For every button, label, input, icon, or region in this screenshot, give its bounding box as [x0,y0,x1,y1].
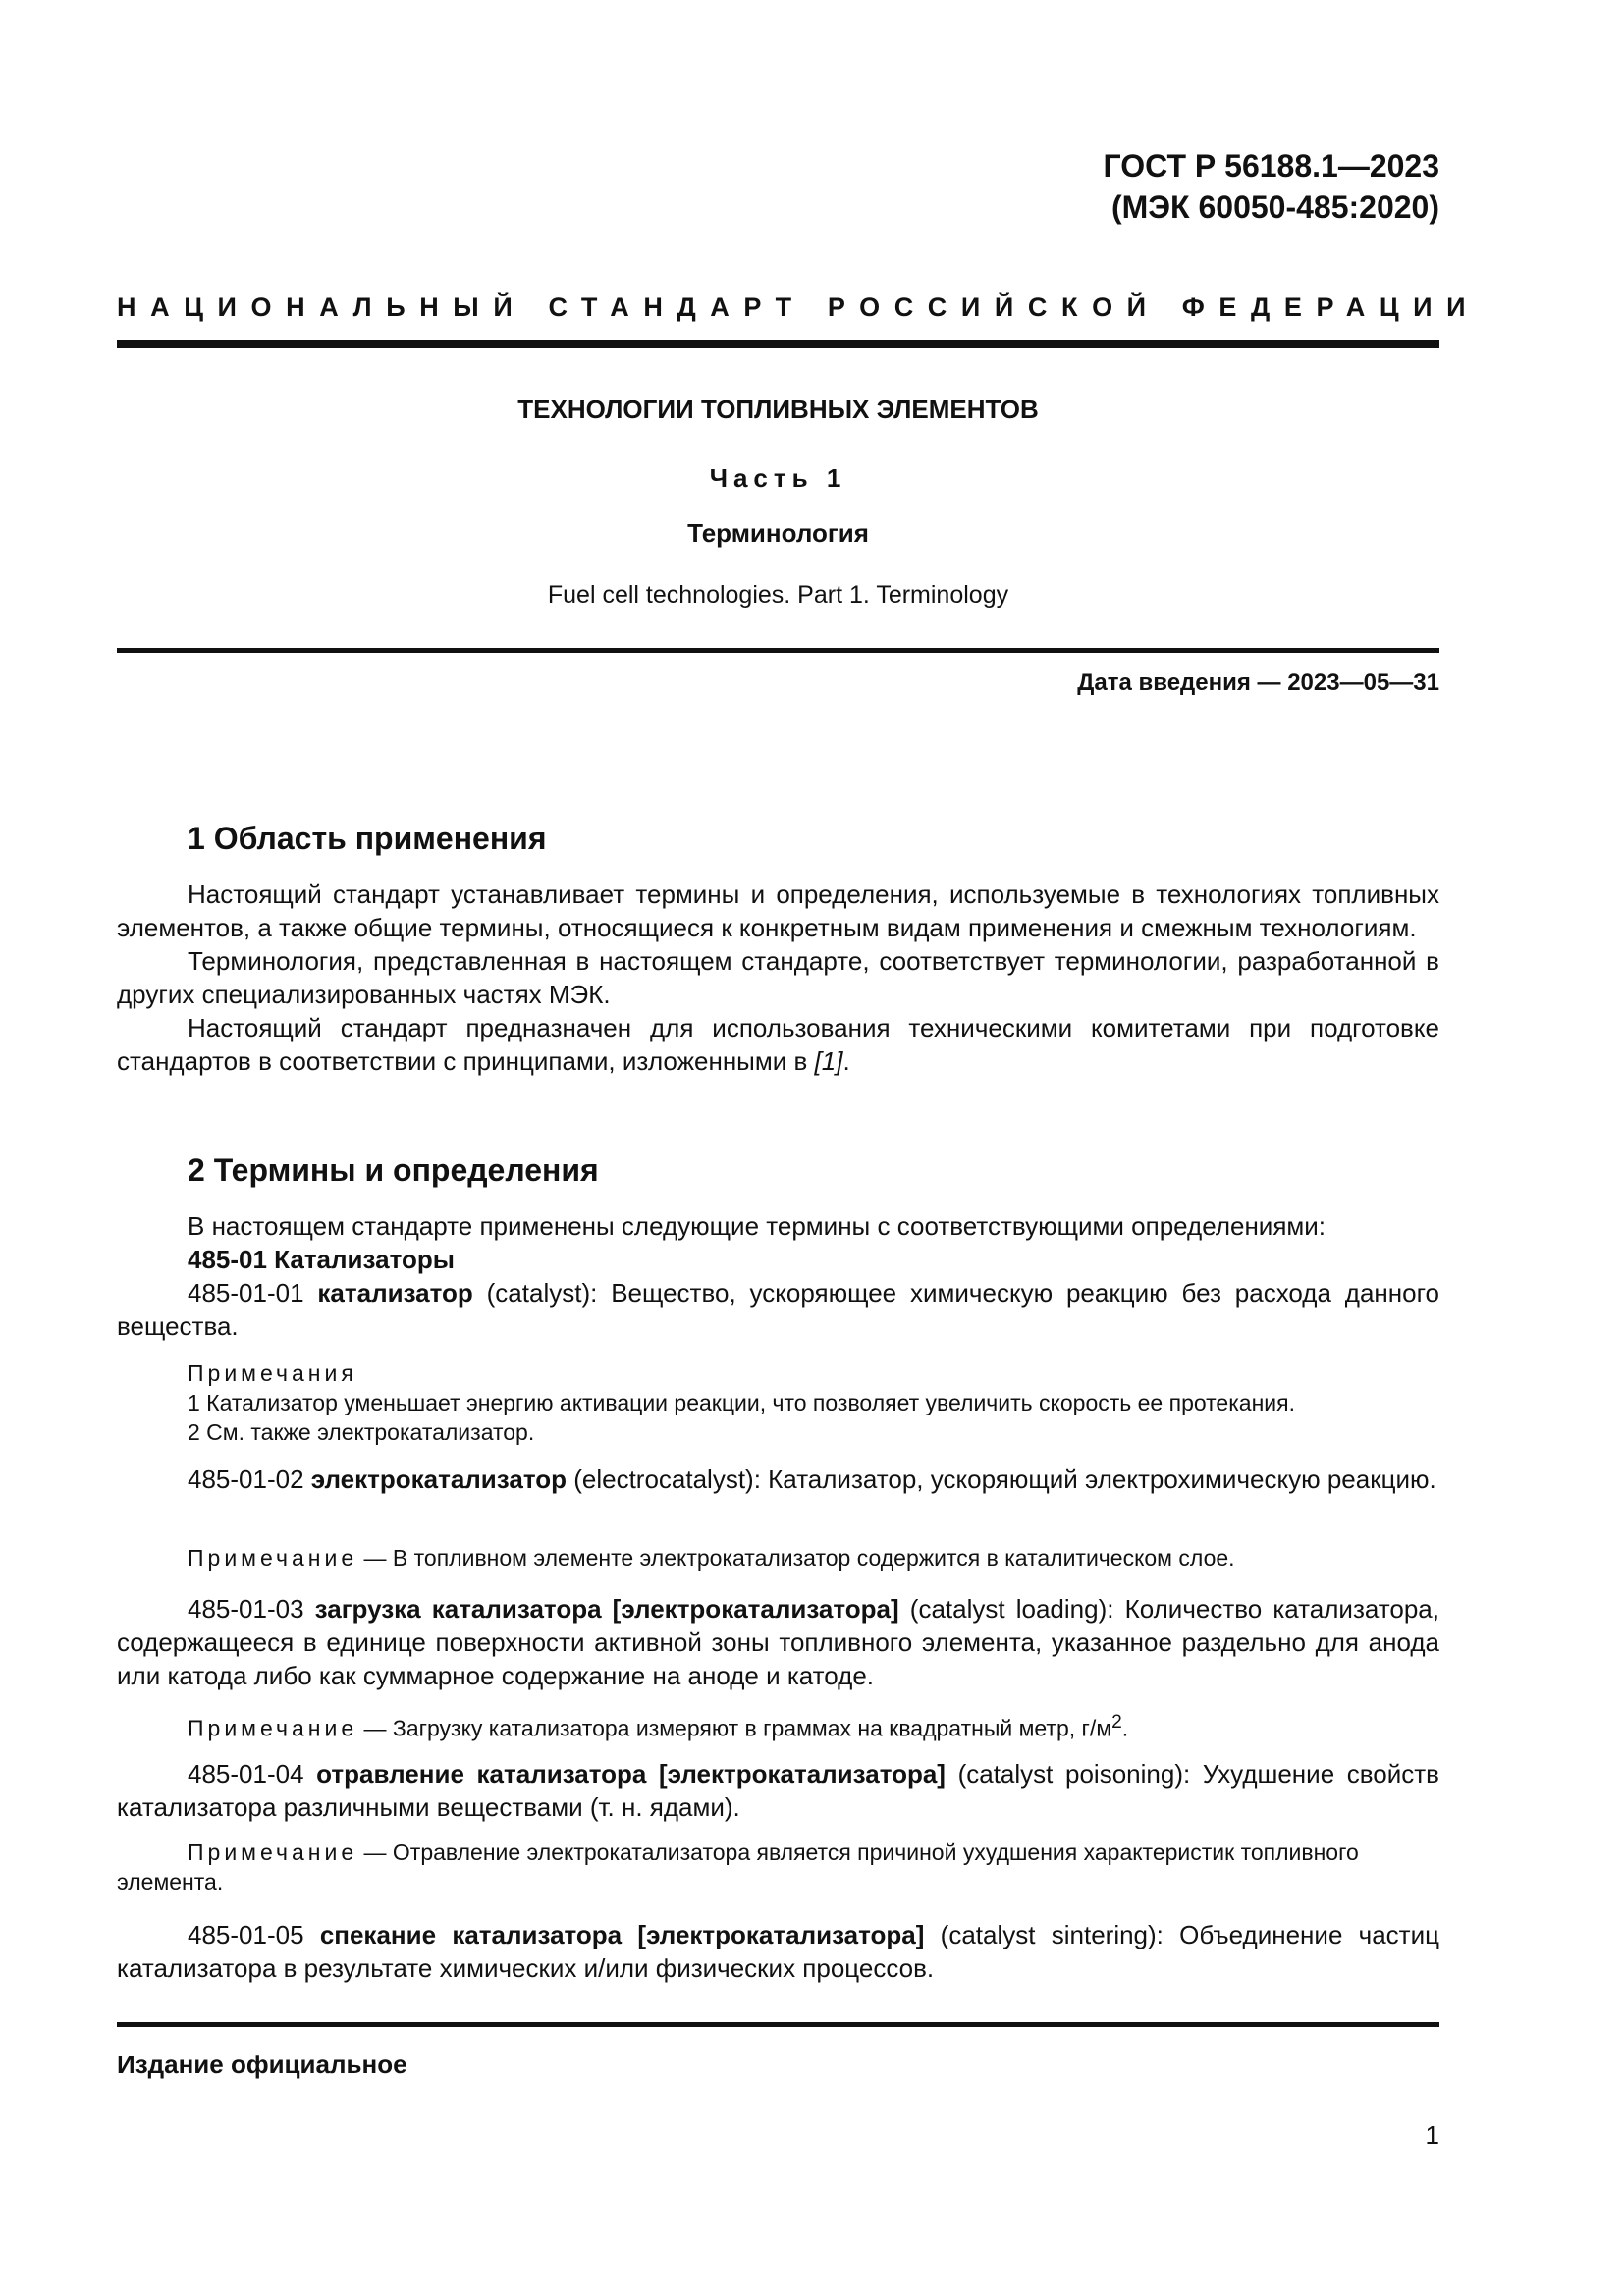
note-item [117,1708,1439,1743]
term-definition: (catalyst): Вещество, ускоряющее химическую реакцию без расхода данного вещества. [117,1278,1439,1341]
page-number: 1 [1425,2120,1439,2150]
note-text: — В топливном элементе электрокатализатор содержится в каталитическом слое. [357,1545,1235,1571]
footer-divider [117,2022,1439,2027]
term-note [117,1543,1439,1573]
note-label: Примечание [188,1715,358,1741]
document-part: Часть 1 [709,463,847,493]
term-definition: (catalyst loading): Количество катализатора, содержащееся в единице поверхности активной зоны топливного элемента, указанное раздельно для анода или катода либо как суммарное содержание на аноде и катоде. [117,1594,1439,1690]
document-subtitle: Терминология [687,518,869,548]
term-entry-block [117,1592,1439,1692]
header-divider [117,340,1439,348]
standard-code-line1: ГОСТ Р 56188.1—2023 [1103,148,1439,184]
section-2-heading: 2 Термины и определения [188,1152,599,1188]
note-item [117,1838,1439,1896]
term-name: катализатор [317,1278,473,1308]
introduction-date: Дата введения — 2023—05—31 [1077,669,1439,696]
term-entry [117,1463,1439,1496]
term-group-label: 485-01 Катализаторы [188,1245,455,1274]
term-entry-block [117,1918,1439,1985]
note-superscript: 2 [1111,1712,1122,1733]
section-1-paragraph [117,1011,1439,1078]
note-text: — Отравление электрокатализатора является причиной ухудшения характеристик топливного элемента. [117,1840,1359,1895]
paragraph-end: . [842,1046,850,1076]
section-1-paragraph: Терминология, представленная в настоящем стандарте, соответствует терминологии, разработанной в других специализированных частях МЭК. [117,946,1439,1009]
notes-label: Примечания [188,1361,357,1386]
title-divider [117,648,1439,653]
term-definition: (catalyst poisoning): Ухудшение свойств катализатора различными веществами (т. н. ядами). [117,1759,1439,1822]
note-label: Примечание [188,1545,358,1571]
section-2-intro-text: В настоящем стандарте применены следующие термины с соответствующими определениями: [188,1211,1326,1241]
term-entry [117,1918,1439,1985]
document-title: ТЕХНОЛОГИИ ТОПЛИВНЫХ ЭЛЕМЕНТОВ [517,395,1039,424]
term-notes [117,1359,1439,1447]
term-note [117,1838,1439,1896]
note-item: 1 Катализатор уменьшает энергию активации реакции, что позволяет увеличить скорость ее протекания. [188,1390,1295,1415]
term-entry-block [117,1757,1439,1824]
note-end: . [1121,1715,1129,1741]
term-entry [117,1592,1439,1692]
standard-code [1104,145,1439,228]
term-name: загрузка катализатора [электрокатализатора] [314,1594,899,1624]
section-2-intro [117,1209,1439,1343]
reference-link[interactable]: [1] [814,1046,843,1076]
section-1-paragraph: Настоящий стандарт устанавливает термины и определения, используемые в технологиях топливных элементов, а также общие термины, относящиеся к конкретным видам применения и смежным технологиям. [117,880,1439,942]
term-number: 485-01-01 [188,1278,318,1308]
paragraph-text: Настоящий стандарт предназначен для использования техническими комитетами при подготовке стандартов в соответствии с принципами, изложенными в [117,1013,1439,1076]
term-name: спекание катализатора [электрокатализатора] [319,1920,925,1949]
term-number: 485-01-05 [188,1920,320,1949]
term-number: 485-01-02 [188,1465,311,1494]
term-definition: (electrocatalyst): Катализатор, ускоряющий электрохимическую реакцию. [566,1465,1436,1494]
section-1-body [117,878,1439,1078]
term-entry-block [117,1463,1439,1496]
term-name: отравление катализатора [электрокатализатора] [316,1759,946,1789]
term-definition: (catalyst sintering): Объединение частиц катализатора в результате химических и/или физических процессов. [117,1920,1439,1983]
term-entry [117,1757,1439,1824]
term-note [117,1708,1439,1743]
note-item: 2 См. также электрокатализатор. [188,1419,535,1445]
national-standard-banner: НАЦИОНАЛЬНЫЙ СТАНДАРТ РОССИЙСКОЙ ФЕДЕРАЦИИ [117,293,1481,322]
note-text: — Загрузку катализатора измеряют в граммах на квадратный метр, г/м [357,1715,1112,1741]
term-name: электрокатализатор [310,1465,567,1494]
note-label: Примечание [188,1840,358,1865]
standard-code-line2: (МЭК 60050-485:2020) [1110,189,1439,225]
official-edition-label: Издание официальное [117,2050,407,2079]
term-number: 485-01-04 [188,1759,317,1789]
term-entry [117,1276,1439,1343]
section-1-heading: 1 Область применения [188,821,547,856]
term-number: 485-01-03 [188,1594,315,1624]
term-group-heading [117,1243,1439,1276]
note-item [117,1543,1439,1573]
english-title: Fuel cell technologies. Part 1. Terminology [547,581,1009,609]
